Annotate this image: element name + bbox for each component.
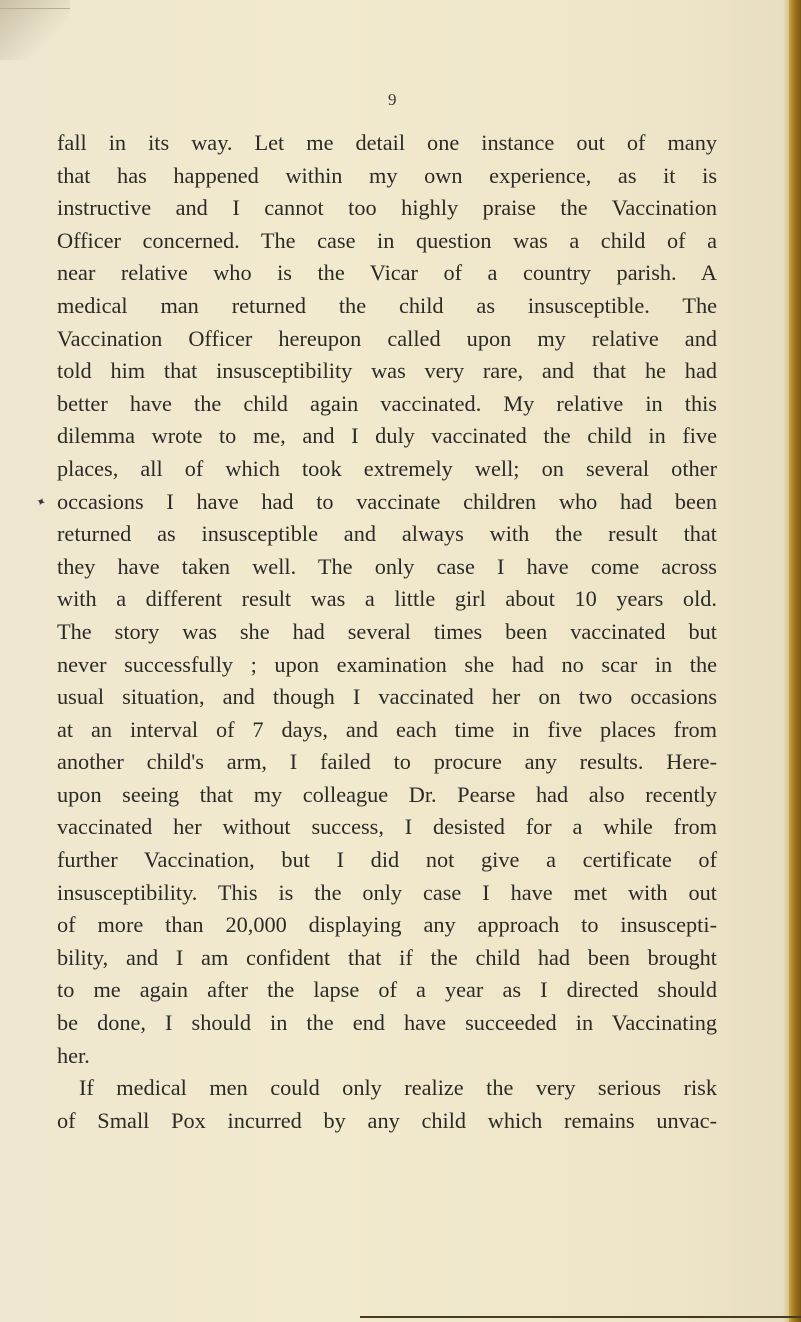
text-line: that has happened within my own experience, as it is [57,162,717,188]
margin-mark: ✦ [33,493,49,511]
text-line: of Small Pox incurred by any child which remains unvac- [57,1107,717,1133]
text-line: they have taken well. The only case I have come across [57,553,717,579]
text-line: at an interval of 7 days, and each time in five places from [57,716,717,742]
text-line: occasions I have had to vaccinate children who had been [57,488,717,514]
text-line: another child's arm, I failed to procure any results. Here- [57,749,717,775]
text-line: with a different result was a little girl about 10 years old. [57,586,717,612]
text-line: If medical men could only realize the very serious risk [79,1075,717,1101]
page-corner-edge [0,8,70,9]
text-line: never successfully ; upon examination she had no scar in the [57,651,717,677]
text-line: told him that insusceptibility was very rare, and that he had [57,358,717,384]
text-line: places, all of which took extremely well; on several other [57,455,717,481]
text-line: insusceptibility. This is the only case I have met with out [57,879,717,905]
text-line: better have the child again vaccinated. My relative in this [57,390,717,416]
text-line: instructive and I cannot too highly praise the Vaccination [57,195,717,221]
text-line: Vaccination Officer hereupon called upon my relative and [57,325,717,351]
text-line: vaccinated her without success, I desisted for a while from [57,814,717,840]
text-line: further Vaccination, but I did not give a certificate of [57,847,717,873]
text-line: Officer concerned. The case in question was a child of a [57,227,717,253]
body-text [57,127,717,1137]
text-line: returned as insusceptible and always with the result that [57,521,717,547]
page-corner-shadow [0,0,70,60]
text-line: usual situation, and though I vaccinated her on two occasions [57,684,717,710]
text-line: of more than 20,000 displaying any approach to insuscepti- [57,912,717,938]
text-line: medical man returned the child as insusceptible. The [57,292,717,318]
text-line: be done, I should in the end have succeeded in Vaccinating [57,1010,717,1036]
text-line: bility, and I am confident that if the child had been brought [57,944,717,970]
page-number: 9 [388,90,397,109]
text-line: dilemma wrote to me, and I duly vaccinated the child in five [57,423,717,449]
text-line: The story was she had several times been vaccinated but [57,618,717,644]
text-line: upon seeing that my colleague Dr. Pearse had also recently [57,781,717,807]
page-bottom-edge [360,1316,801,1318]
book-binding-edge [789,0,801,1322]
text-line: to me again after the lapse of a year as I directed should [57,977,717,1003]
text-line: near relative who is the Vicar of a country parish. A [57,260,717,286]
text-line: fall in its way. Let me detail one instance out of many [57,130,717,155]
text-line: her. [57,1042,90,1068]
